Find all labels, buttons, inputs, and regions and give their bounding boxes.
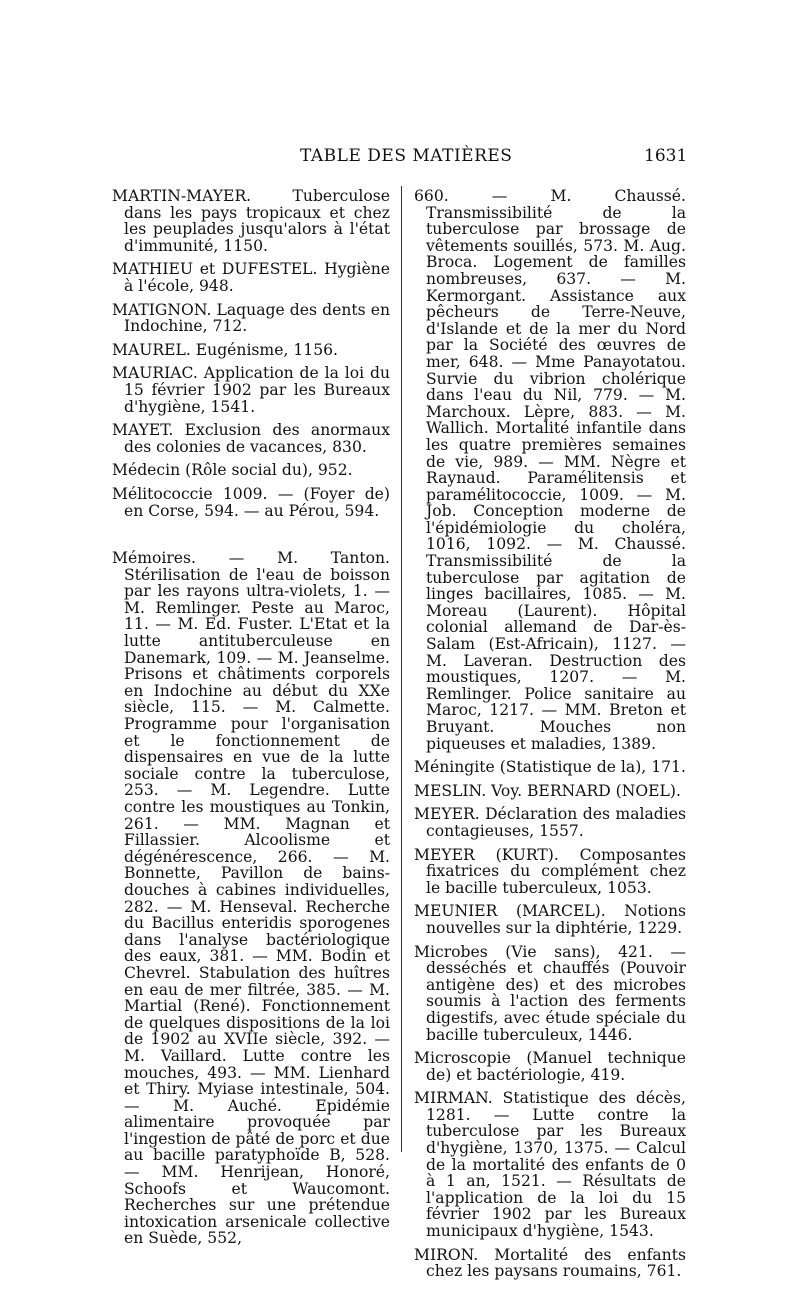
index-entry: MAURIAC. Application de la loi du 15 février 1902 par les Bureaux d'hygiène, 1541.	[112, 364, 390, 416]
running-title: TABLE DES MATIÈRES	[300, 146, 513, 166]
index-entry: MAYET. Exclusion des anormaux des colonies de vacances, 830.	[112, 421, 390, 456]
index-entry: MEYER (KURT). Composantes fixatrices du complément chez le bacille tuberculeux, 1053.	[414, 845, 686, 897]
index-entry: Méningite (Statistique de la), 171.	[414, 758, 686, 777]
index-entry: MARTIN-MAYER. Tuberculose dans les pays tropicaux et chez les peuplades jusqu'alors à l'état d'immunité, 1150.	[112, 187, 390, 255]
index-entry-memoires: Mémoires. — M. Tanton. Stérilisation de l'eau de boisson par les rayons ultra-violets, 1. — M. Remlinger. Peste au Maroc, 11. — M. Ed. Fuster. L'Etat et la lutte antituberculeuse en Danemark, 109. — M. Jeanselme. Prisons et châtiments corporels en Indochine au début du XXe siècle, 115. — M. Calmette. Programme pour l'organisation et le fonctionnement de dispensaires en vue de la lutte sociale contre la tuberculose, 253. — M. Legendre. Lutte contre les moustiques au Tonkin, 261. — MM. Magnan et Fillassier. Alcoolisme et dégénérescence, 266. — M. Bonnette, Pavillon de bains-douches à cabines individuelles, 282. — M. Henseval. Recherche du Bacillus enteridis sporogenes dans l'analyse bactériologique des eaux, 381. — MM. Bodin et Chevrel. Stabulation des huîtres en eau de mer filtrée, 385. — M. Martial (René). Fonctionnement de quelques dispositions de la loi de 1902 au XVIIe siècle, 392. — M. Vaillard. Lutte contre les mouches, 493. — MM. Lienhard et Thiry. Myiase intestinale, 504. — M. Auché. Epidémie alimentaire provoquée par l'ingestion de pâté de porc et due au bacille paratyphoïde B, 528. — MM. Henrijean, Honoré, Schoofs et Waucomont. Recherches sur une prétendue intoxication arsenicale collective en Suède, 552,	[112, 549, 390, 1248]
index-entry: MESLIN. Voy. BERNARD (NOEL).	[414, 781, 681, 800]
index-entry: MIRMAN. Statistique des décès, 1281. — Lutte contre la tuberculose par les Bureaux d'hygiène, 1370, 1375. — Calcul de la mortalité des enfants de 0 à 1 an, 1521. — Résultats de l'application de la loi du 15 février 1902 par les Bureaux municipaux d'hygiène, 1543.	[414, 1089, 686, 1241]
index-entry: MATHIEU et DUFESTEL. Hygiène à l'école, 948.	[112, 260, 390, 295]
index-entry: MAUREL. Eugénisme, 1156.	[112, 340, 339, 359]
index-entry-continued: 660. — M. Chaussé. Transmissibilité de la tuberculose par brossage de vêtements souillés, 573. M. Aug. Broca. Logement de familles nombreuses, 637. — M. Kermorgant. Assistance aux pêcheurs de Terre-Neuve, d'Islande et de la mer du Nord par la Société des œuvres de mer, 648. — Mme Panayotatou. Survie du vibrion cholérique dans l'eau du Nil, 779. — M. Marchoux. Lèpre, 883. — M. Wallich. Mortalité infantile dans les quatre premières semaines de vie, 989. — MM. Nègre et Raynaud. Paramélitensis et paramélitococcie, 1009. — M. Job. Conception moderne de l'épidémiologie du choléra, 1016, 1092. — M. Chaussé. Transmissibilité de la tuberculose par agitation de linges bacillaires, 1085. — M. Moreau (Laurent). Hôpital colonial allemand de Dar-ès-Salam (Est-Africain), 1127. — M. Laveran. Destruction des moustiques, 1207. — M. Remlinger. Police sanitaire au Maroc, 1217. — MM. Breton et Bruyant. Mouches non piqueuses et maladies, 1389.	[414, 187, 686, 753]
running-header	[0, 146, 800, 170]
index-entry: Médecin (Rôle social du), 952.	[112, 461, 353, 480]
index-entry: Mélitococcie 1009. — (Foyer de) en Corse, 594. — au Pérou, 594.	[112, 484, 390, 520]
section-spacer	[112, 526, 390, 550]
index-entry: MEUNIER (MARCEL). Notions nouvelles sur la diphtérie, 1229.	[414, 902, 686, 937]
index-entry: MEYER. Déclaration des maladies contagieuses, 1557.	[414, 805, 686, 840]
index-entry: MATIGNON. Laquage des dents en Indochine, 712.	[112, 300, 390, 336]
column-divider	[401, 186, 402, 1152]
index-entry: MIRON. Mortalité des enfants chez les paysans roumains, 761.	[414, 1245, 686, 1281]
index-entry: Microscopie (Manuel technique de) et bactériologie, 419.	[414, 1049, 686, 1084]
index-entry: Microbes (Vie sans), 421. — desséchés et chauffés (Pouvoir antigène des) et des microbes soumis à l'action des ferments digestifs, avec étude spéciale du bacille tuberculeux, 1446.	[414, 942, 686, 1044]
left-column	[112, 188, 390, 1254]
right-column	[414, 188, 686, 1287]
page-number: 1631	[644, 146, 688, 166]
